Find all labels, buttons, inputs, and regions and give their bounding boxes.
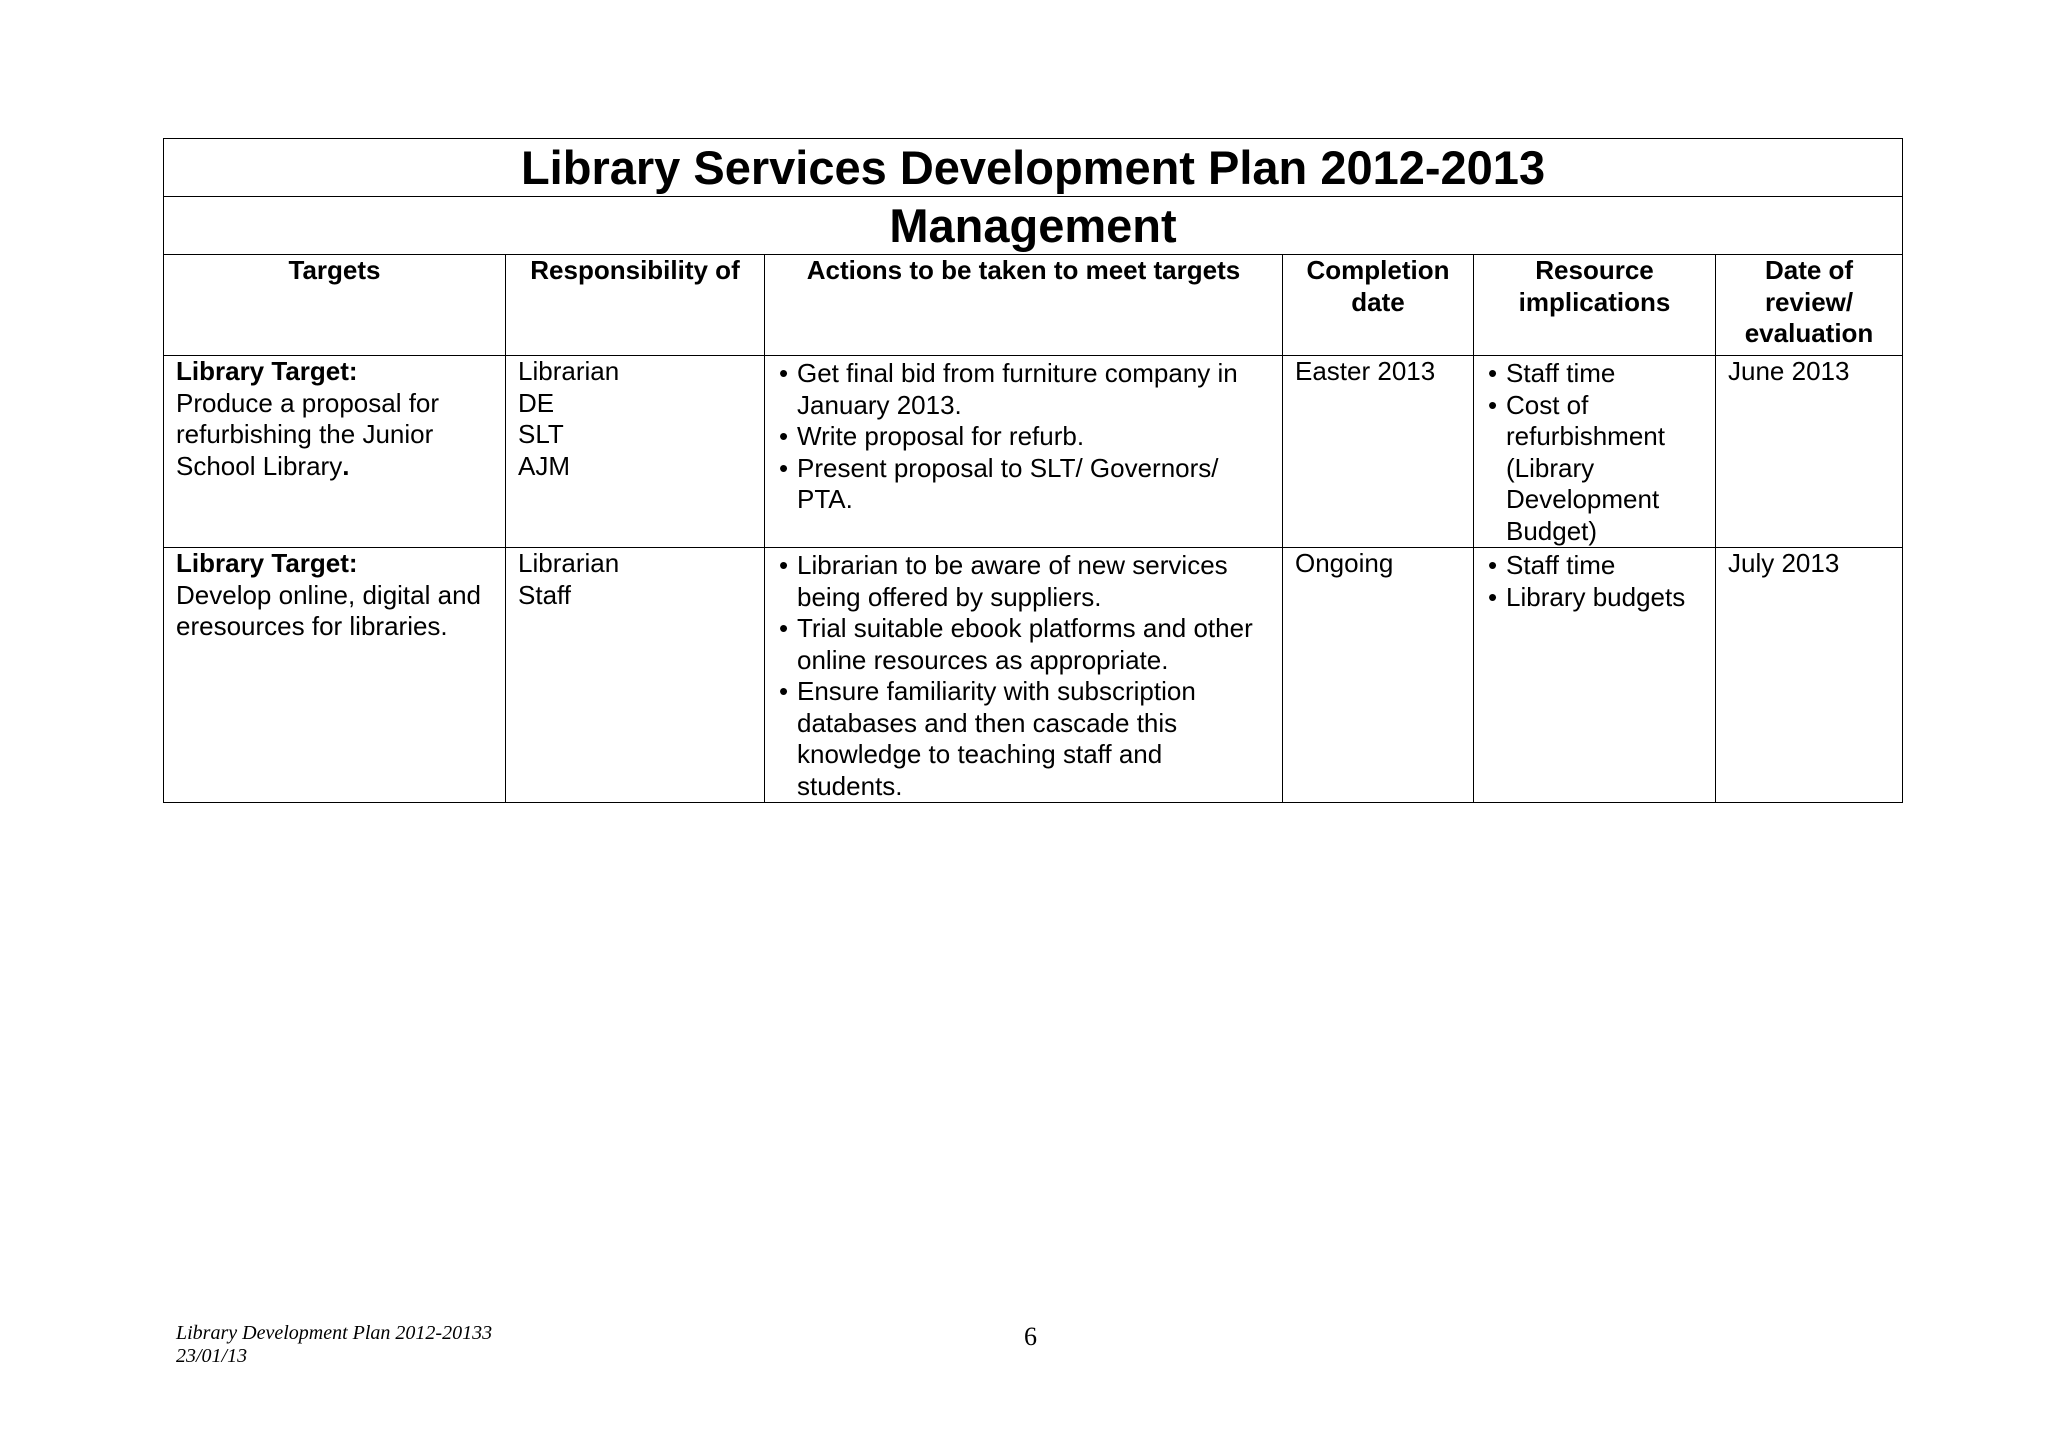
actions-cell xyxy=(765,356,1283,548)
header-actions: Actions to be taken to meet targets xyxy=(765,255,1283,356)
responsibility-cell xyxy=(506,548,765,803)
review-cell: June 2013 xyxy=(1716,356,1903,548)
resources-cell xyxy=(1474,548,1716,803)
action-item: • Get final bid from furniture company in January 2013. xyxy=(777,358,1270,421)
resources-cell xyxy=(1474,356,1716,548)
page-number: 6 xyxy=(1024,1322,1037,1351)
header-row xyxy=(164,255,1903,356)
action-item: • Librarian to be aware of new services being offered by suppliers. xyxy=(777,550,1270,613)
header-review: Date of review/ evaluation xyxy=(1716,255,1903,356)
footer-doc-date: 23/01/13 xyxy=(176,1345,248,1367)
footer-doc-title: Library Development Plan 2012-20133 xyxy=(176,1322,493,1344)
development-plan-table xyxy=(163,138,1903,803)
header-resources: Resource implications xyxy=(1474,255,1716,356)
action-item: • Write proposal for refurb. xyxy=(777,421,1270,453)
header-completion: Completion date xyxy=(1283,255,1474,356)
resource-item: • Cost of refurbishment (Library Development Budget) xyxy=(1486,390,1703,548)
review-cell: July 2013 xyxy=(1716,548,1903,803)
action-item: • Present proposal to SLT/ Governors/ PTA. xyxy=(777,453,1270,516)
responsibility-item: Librarian xyxy=(518,356,620,386)
resources-list xyxy=(1486,358,1703,547)
table-row xyxy=(164,356,1903,548)
actions-cell xyxy=(765,548,1283,803)
completion-cell: Easter 2013 xyxy=(1283,356,1474,548)
resources-list xyxy=(1486,550,1703,613)
responsibility-item: Staff xyxy=(518,579,572,610)
table-title-row xyxy=(164,139,1903,197)
table-subtitle-row xyxy=(164,197,1903,255)
completion-cell: Ongoing xyxy=(1283,548,1474,803)
target-text: Produce a proposal for refurbishing the Junior School Library xyxy=(176,387,440,481)
action-item: • Ensure familiarity with subscription databases and then cascade this knowledge to teaching staff and students. xyxy=(777,676,1270,802)
responsibility-item: DE xyxy=(518,387,555,418)
table-row xyxy=(164,548,1903,803)
target-label: Library Target: xyxy=(176,356,358,386)
actions-list xyxy=(777,550,1270,802)
action-item: • Trial suitable ebook platforms and other online resources as appropriate. xyxy=(777,613,1270,676)
header-responsibility: Responsibility of xyxy=(506,255,765,356)
responsibility-cell xyxy=(506,356,765,548)
responsibility-item: SLT xyxy=(518,419,564,449)
header-targets: Targets xyxy=(164,255,506,356)
table-title: Library Services Development Plan 2012-2013 xyxy=(164,139,1903,197)
footer-document-info xyxy=(176,1322,492,1368)
target-label: Library Target: xyxy=(176,548,358,578)
resource-item: • Staff time xyxy=(1486,550,1703,582)
actions-list xyxy=(777,358,1270,516)
responsibility-item: AJM xyxy=(518,450,570,481)
target-cell xyxy=(164,548,506,803)
target-cell xyxy=(164,356,506,548)
resource-item: • Library budgets xyxy=(1486,582,1703,614)
target-suffix: . xyxy=(342,450,350,481)
table-subtitle: Management xyxy=(164,197,1903,255)
target-text: Develop online, digital and eresources for libraries. xyxy=(176,579,481,641)
responsibility-item: Librarian xyxy=(518,548,620,578)
resource-item: • Staff time xyxy=(1486,358,1703,390)
